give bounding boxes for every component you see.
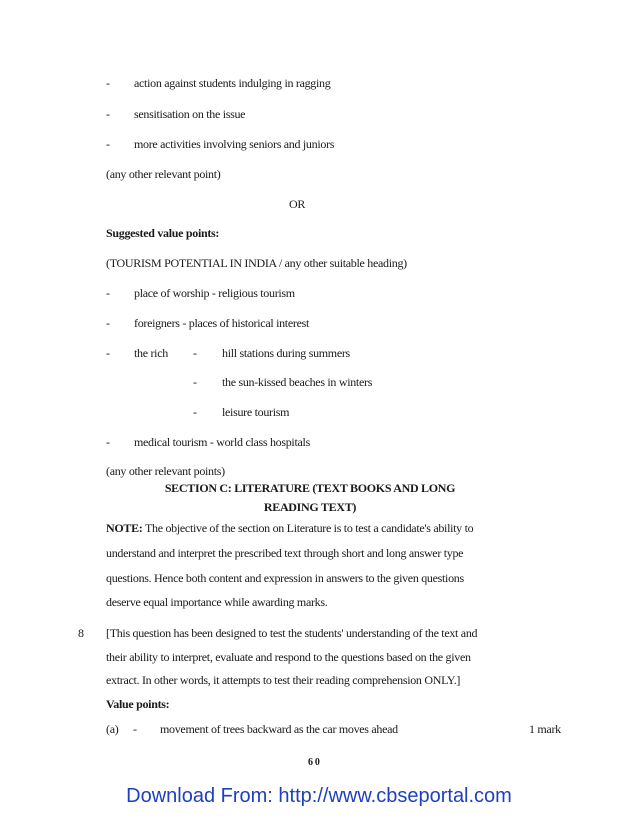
relevant-point-note: (any other relevant point) xyxy=(106,167,221,181)
section-title: SECTION C: LITERATURE (TEXT BOOKS AND LONG xyxy=(164,481,456,495)
list-item: sensitisation on the issue xyxy=(134,107,246,121)
list-item: more activities involving seniors and juniors xyxy=(134,137,335,151)
list-item-label: the rich xyxy=(134,346,168,360)
download-link[interactable]: Download From: http://www.cbseportal.com xyxy=(126,785,512,807)
list-item: foreigners - places of historical interest xyxy=(134,316,309,330)
question-text-line: extract. In other words, it attempts to test their reading comprehension ONLY.] xyxy=(106,673,461,687)
list-marker: - xyxy=(106,346,110,360)
marks-value: 1 mark xyxy=(529,722,561,736)
page-number: 6 0 xyxy=(308,757,320,768)
tourism-heading: (TOURISM POTENTIAL IN INDIA / any other suitable heading) xyxy=(106,256,407,270)
list-item: place of worship - religious tourism xyxy=(134,286,295,300)
sub-list-marker: - xyxy=(193,346,197,360)
sub-list-marker: - xyxy=(193,405,197,419)
list-marker: - xyxy=(106,435,110,449)
or-separator: OR xyxy=(289,197,306,211)
sub-list-marker: - xyxy=(193,375,197,389)
list-marker: - xyxy=(106,316,110,330)
list-item: action against students indulging in ragging xyxy=(134,76,331,90)
sub-list-item: leisure tourism xyxy=(222,405,290,419)
note-line xyxy=(106,521,473,536)
list-marker: - xyxy=(106,137,110,151)
item-label: (a) xyxy=(106,722,119,736)
note-line: questions. Hence both content and expression in answers to the given questions xyxy=(106,571,464,585)
question-text-line: their ability to interpret, evaluate and respond to the questions based on the given xyxy=(106,650,471,664)
suggested-points-heading: Suggested value points: xyxy=(106,226,220,240)
question-text-line: [This question has been designed to test the students' understanding of the text and xyxy=(106,626,478,640)
item-text: movement of trees backward as the car moves ahead xyxy=(160,722,398,736)
sub-list-item: the sun-kissed beaches in winters xyxy=(222,375,373,389)
sub-list-item: hill stations during summers xyxy=(222,346,350,360)
note-line: deserve equal importance while awarding marks. xyxy=(106,595,328,609)
list-marker: - xyxy=(106,76,110,90)
list-marker: - xyxy=(106,286,110,300)
list-item: medical tourism - world class hospitals xyxy=(134,435,310,449)
note-text: The objective of the section on Literature is to test a candidate's ability to xyxy=(142,521,474,535)
note-line: understand and interpret the prescribed text through short and long answer type xyxy=(106,546,464,560)
value-points-heading: Value points: xyxy=(106,697,170,711)
relevant-points-note: (any other relevant points) xyxy=(106,464,225,478)
note-label: NOTE: xyxy=(106,521,143,535)
section-title-continued: READING TEXT) xyxy=(263,500,357,514)
list-marker: - xyxy=(106,107,110,121)
list-marker: - xyxy=(133,722,137,736)
question-number: 8 xyxy=(78,626,84,640)
